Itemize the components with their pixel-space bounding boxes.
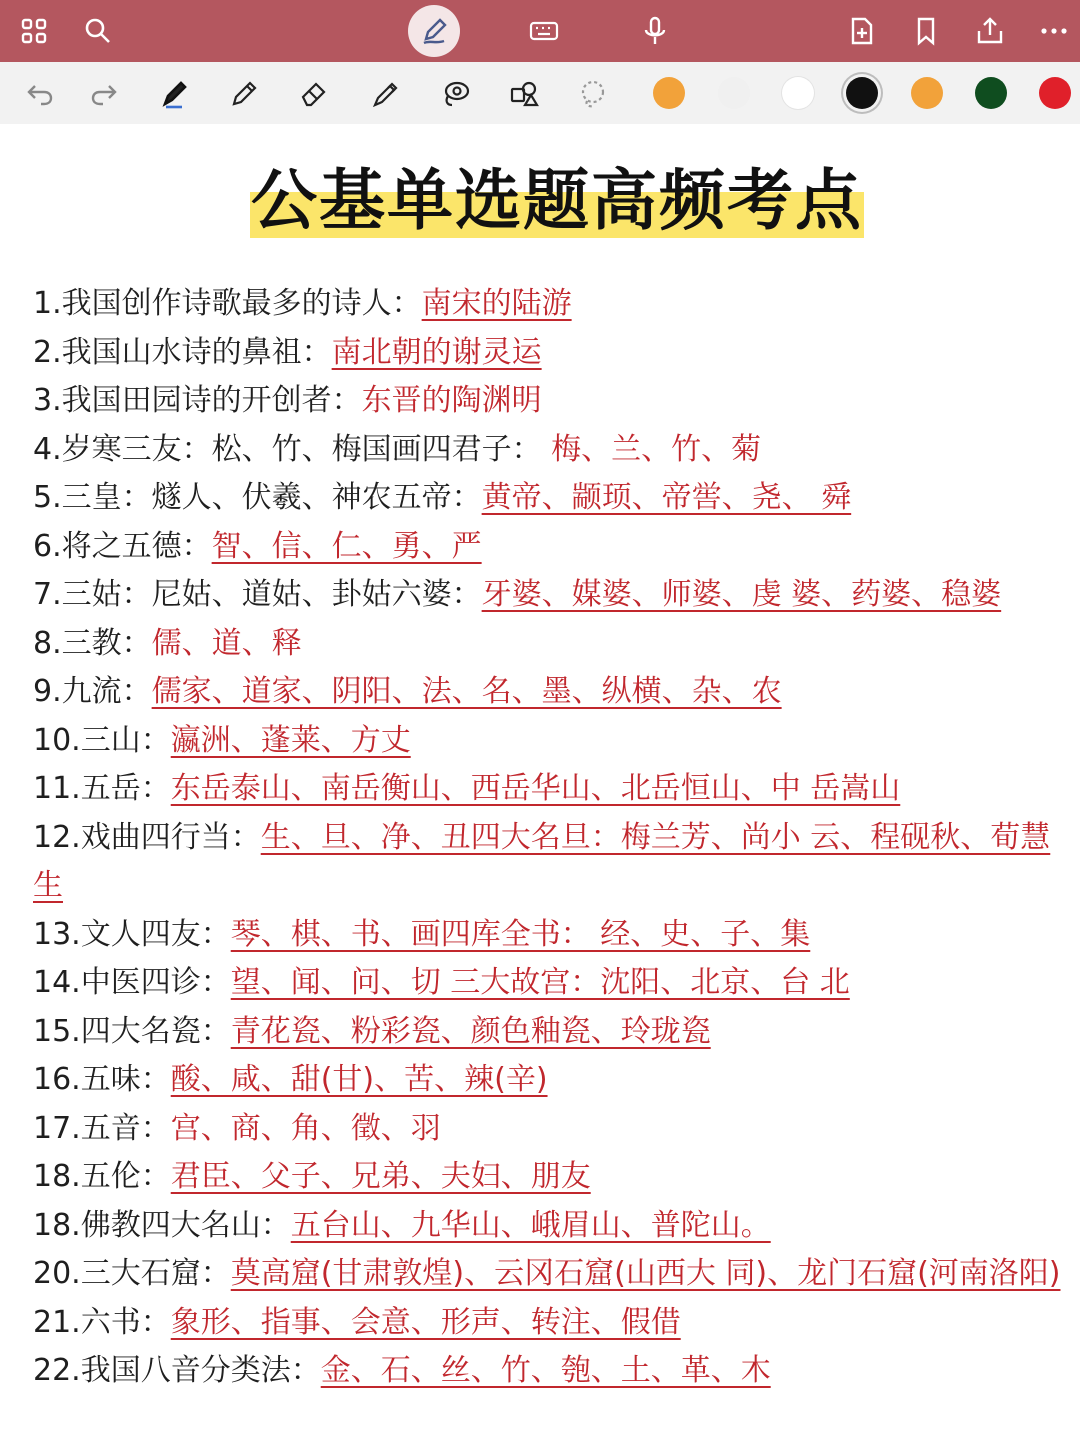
color-swatch-black-selected[interactable] xyxy=(846,77,878,109)
search-icon[interactable] xyxy=(78,11,118,51)
item-label: 15.四大名瓷： xyxy=(33,1013,231,1049)
item-answer: 莫高窟(甘肃敦煌)、云冈石窟(山西大 同)、龙门石窟(河南洛阳) xyxy=(230,1256,1061,1291)
item-label: 4.岁寒三友：松、竹、梅国画四君子： xyxy=(33,431,552,467)
item-answer: 望、闻、问、切 三大故宫：沈阳、北京、台 北 xyxy=(230,965,850,1000)
list-item xyxy=(33,717,1078,766)
item-label: 10.三山： xyxy=(33,722,171,758)
item-label: 1.我国创作诗歌最多的诗人： xyxy=(33,286,422,321)
list-item xyxy=(33,1105,1078,1154)
item-label: 12.戏曲四行当： xyxy=(33,819,261,855)
color-swatch-red[interactable] xyxy=(1039,77,1071,109)
knowledge-list xyxy=(33,280,1078,1396)
list-item xyxy=(33,1250,1078,1299)
item-answer: 象形、指事、会意、形声、转注、假借 xyxy=(170,1304,681,1340)
item-answer: 宫、商、角、徵、羽 xyxy=(170,1110,441,1146)
item-label: 21.六书： xyxy=(33,1304,171,1340)
microphone-icon[interactable] xyxy=(635,11,675,51)
lasso-select-icon[interactable] xyxy=(572,76,612,112)
list-item xyxy=(33,1008,1078,1057)
item-answer: 君臣、父子、兄弟、夫妇、朋友 xyxy=(170,1159,591,1194)
lasso-icon[interactable] xyxy=(436,76,476,112)
title-block xyxy=(250,160,864,242)
item-answer: 琴、棋、书、画四库全书： 经、史、子、集 xyxy=(230,916,811,952)
list-item xyxy=(33,668,1078,717)
item-label: 6.将之五德： xyxy=(33,528,212,564)
app-top-bar xyxy=(0,0,1080,62)
color-swatch-orange-2[interactable] xyxy=(911,77,943,109)
eraser-icon[interactable] xyxy=(294,76,334,112)
list-item xyxy=(33,1153,1078,1202)
item-label: 7.三姑：尼姑、道姑、卦姑六婆： xyxy=(33,577,482,612)
item-answer: 儒家、道家、阴阳、法、名、墨、纵横、杂、农 xyxy=(151,674,782,709)
item-label: 18.佛教四大名山： xyxy=(33,1207,291,1243)
item-answer: 东晋的陶渊明 xyxy=(361,383,542,418)
item-answer: 青花瓷、粉彩瓷、颜色釉瓷、玲珑瓷 xyxy=(230,1013,711,1049)
item-label: 16.五味： xyxy=(33,1062,171,1097)
list-item xyxy=(33,571,1078,620)
list-item xyxy=(33,620,1078,669)
list-item xyxy=(33,911,1078,960)
item-label: 13.文人四友： xyxy=(33,916,231,952)
item-label: 17.五音： xyxy=(33,1110,171,1146)
pen-tool-icon[interactable] xyxy=(154,76,194,112)
item-answer: 南宋的陆游 xyxy=(421,286,572,321)
list-item xyxy=(33,329,1078,378)
list-item xyxy=(33,426,1078,475)
more-icon[interactable] xyxy=(1034,11,1074,51)
item-answer: 瀛洲、蓬莱、方丈 xyxy=(170,722,411,758)
item-label: 8.三教： xyxy=(33,625,152,661)
item-label: 11.五岳： xyxy=(33,771,171,806)
list-item xyxy=(33,280,1078,329)
item-answer: 南北朝的谢灵运 xyxy=(331,334,542,370)
item-label: 20.三大石窟： xyxy=(33,1256,231,1291)
item-label: 9.九流： xyxy=(33,674,152,709)
pencil-icon[interactable] xyxy=(224,76,264,112)
list-item xyxy=(33,377,1078,426)
item-label: 5.三皇：燧人、伏羲、神农五帝： xyxy=(33,480,482,515)
item-label: 2.我国山水诗的鼻祖： xyxy=(33,334,332,370)
keyboard-icon[interactable] xyxy=(524,11,564,51)
item-answer: 梅、兰、竹、菊 xyxy=(551,431,762,467)
item-answer: 牙婆、媒婆、师婆、虔 婆、药婆、稳婆 xyxy=(481,577,1002,612)
redo-icon[interactable] xyxy=(84,76,124,112)
item-label: 3.我国田园诗的开创者： xyxy=(33,383,362,418)
share-icon[interactable] xyxy=(970,11,1010,51)
item-answer: 五台山、九华山、峨眉山、普陀山。 xyxy=(290,1207,771,1243)
list-item xyxy=(33,1056,1078,1105)
bookmark-icon[interactable] xyxy=(906,11,946,51)
item-label: 22.我国八音分类法： xyxy=(33,1353,321,1388)
item-answer: 金、石、丝、竹、匏、土、革、木 xyxy=(320,1353,771,1388)
item-answer: 东岳泰山、南岳衡山、西岳华山、北岳恒山、中 岳嵩山 xyxy=(170,771,901,806)
undo-icon[interactable] xyxy=(20,76,60,112)
color-swatch-orange[interactable] xyxy=(653,77,685,109)
list-item xyxy=(33,765,1078,814)
shapes-icon[interactable] xyxy=(504,76,544,112)
color-swatch-light-gray[interactable] xyxy=(718,77,750,109)
grid-icon[interactable] xyxy=(14,11,54,51)
list-item xyxy=(33,814,1078,911)
list-item xyxy=(33,474,1078,523)
list-item xyxy=(33,1347,1078,1396)
item-answer: 黄帝、颛顼、帝喾、尧、 舜 xyxy=(481,480,852,515)
list-item xyxy=(33,1202,1078,1251)
list-item xyxy=(33,959,1078,1008)
highlighter-icon[interactable] xyxy=(364,76,404,112)
color-swatch-white[interactable] xyxy=(782,77,814,109)
item-answer: 酸、咸、甜(甘)、苦、辣(辛) xyxy=(170,1062,548,1097)
item-answer: 儒、道、释 xyxy=(151,625,302,661)
item-label: 14.中医四诊： xyxy=(33,965,231,1000)
item-answer: 智、信、仁、勇、严 xyxy=(211,528,482,564)
page-title: 公基单选题高频考点 xyxy=(251,162,863,239)
new-page-icon[interactable] xyxy=(842,11,882,51)
list-item xyxy=(33,1299,1078,1348)
item-label: 18.五伦： xyxy=(33,1159,171,1194)
pen-mode-icon[interactable] xyxy=(408,5,460,57)
list-item xyxy=(33,523,1078,572)
color-swatch-dark-green[interactable] xyxy=(975,77,1007,109)
item-answer: 生、旦、净、丑四大名旦：梅兰芳、尚小 云、程砚秋、荀慧生 xyxy=(33,819,1051,903)
